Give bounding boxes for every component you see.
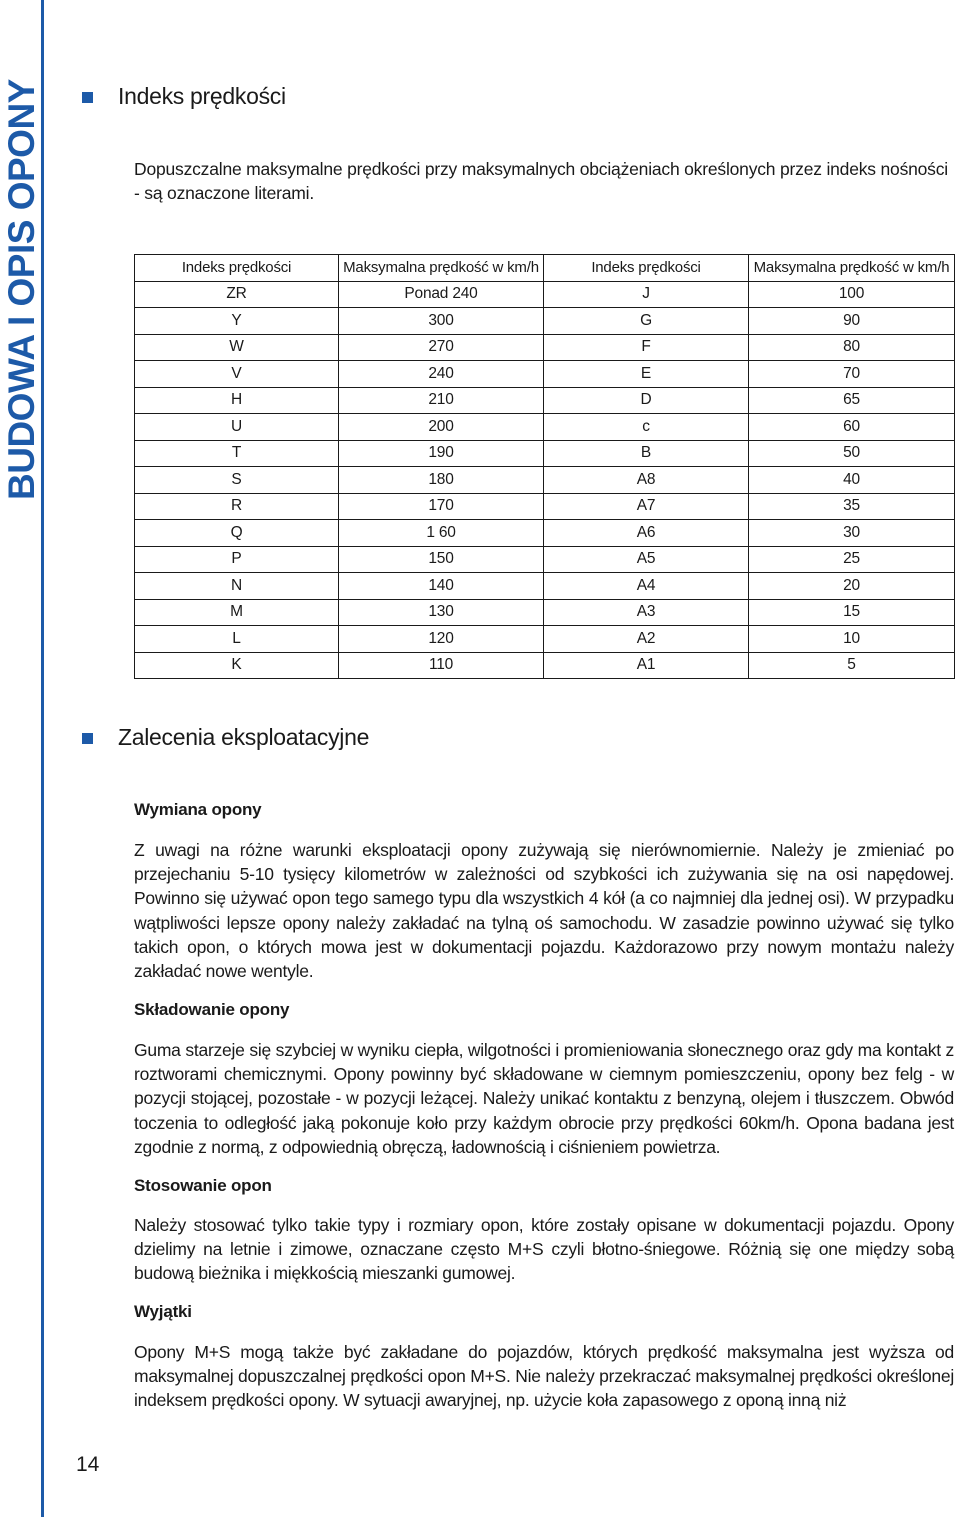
- table-row: [135, 520, 955, 547]
- subheading-exceptions: Wyjątki: [134, 1302, 192, 1321]
- table-cell: P: [135, 546, 339, 573]
- table-cell: M: [135, 599, 339, 626]
- table-cell: K: [135, 652, 339, 679]
- table-cell: 15: [749, 599, 955, 626]
- table-cell: 70: [749, 361, 955, 388]
- table-cell: N: [135, 573, 339, 600]
- table-row: [135, 573, 955, 600]
- column-header: Indeks prędkości: [135, 255, 339, 282]
- table-row: [135, 414, 955, 441]
- table-cell: B: [544, 440, 749, 467]
- column-header: Maksymalna prędkość w km/h: [339, 255, 544, 282]
- table-cell: 65: [749, 387, 955, 414]
- table-row: [135, 281, 955, 308]
- subheading-tire-storage: Składowanie opony: [134, 1000, 290, 1019]
- table-row: [135, 467, 955, 494]
- table-cell: T: [135, 440, 339, 467]
- table-cell: 270: [339, 334, 544, 361]
- table-cell: 25: [749, 546, 955, 573]
- table-cell: 120: [339, 626, 544, 653]
- table-cell: H: [135, 387, 339, 414]
- table-cell: J: [544, 281, 749, 308]
- table-row: [135, 652, 955, 679]
- table-cell: G: [544, 308, 749, 335]
- table-row: [135, 387, 955, 414]
- table-cell: 170: [339, 493, 544, 520]
- table-row: [135, 308, 955, 335]
- table-cell: c: [544, 414, 749, 441]
- table-row: [135, 599, 955, 626]
- subheading-tire-replacement: Wymiana opony: [134, 800, 262, 819]
- table-cell: A1: [544, 652, 749, 679]
- table-cell: L: [135, 626, 339, 653]
- section-heading-recommendations: Zalecenia eksploatacyjne: [118, 724, 370, 750]
- paragraph-tire-usage: Należy stosować tylko takie typy i rozmiary opon, które zostały opisane w dokumentacji pojazdu. Opony dzielimy na letnie i zimowe, oznaczane często M+S czyli błotno-śniegowe. Różnią się one między sobą budową bieżnika i miękkością mieszanki gumowej.: [134, 1215, 954, 1284]
- table-cell: D: [544, 387, 749, 414]
- table-cell: A8: [544, 467, 749, 494]
- table-cell: 35: [749, 493, 955, 520]
- table-cell: 100: [749, 281, 955, 308]
- subheading-tire-usage: Stosowanie opon: [134, 1176, 272, 1195]
- table-cell: U: [135, 414, 339, 441]
- table-cell: S: [135, 467, 339, 494]
- section-bullet-icon: [82, 92, 93, 103]
- table-row: [135, 440, 955, 467]
- paragraph-tire-storage: Guma starzeje się szybciej w wyniku ciepła, wilgotności i promieniowania słonecznego oraz gdy ma kontakt z roztworami chemicznymi. Opony powinny być składowane w ciemnym pomieszczeniu, opony bez felg - w pozycji stojącej, pozostałe - w pozycji leżącej. Należy unikać kontaktu z benzyną, olejem i tłuszczem. Obwód toczenia to odległość jaką pokonuje koło przy każdym obrocie przy prędkości 60km/h. Opona badana jest zgodnie z normą, z odpowiednią obręczą, ładownością i ciśnieniem powietrza.: [134, 1040, 954, 1157]
- table-row: [135, 546, 955, 573]
- table-cell: 90: [749, 308, 955, 335]
- column-header: Maksymalna prędkość w km/h: [749, 255, 955, 282]
- table-cell: 5: [749, 652, 955, 679]
- table-cell: A4: [544, 573, 749, 600]
- table-cell: ZR: [135, 281, 339, 308]
- table-cell: 1 60: [339, 520, 544, 547]
- table-row: [135, 493, 955, 520]
- table-cell: Q: [135, 520, 339, 547]
- speed-index-table: [134, 254, 955, 679]
- table-cell: A2: [544, 626, 749, 653]
- table-cell: 30: [749, 520, 955, 547]
- paragraph-exceptions: Opony M+S mogą także być zakładane do pojazdów, których prędkość maksymalna jest wyższa od maksymalnej dopuszczalnej prędkości opon M+S. Nie należy przekraczać maksymalnej prędkości określonej indeksem prędkości opony. W sytuacji awaryjnej, np. użycie koła zapasowego z oponą inną niż: [134, 1342, 954, 1411]
- table-cell: A6: [544, 520, 749, 547]
- table-cell: 190: [339, 440, 544, 467]
- table-cell: 200: [339, 414, 544, 441]
- column-header: Indeks prędkości: [544, 255, 749, 282]
- table-cell: A3: [544, 599, 749, 626]
- table-cell: V: [135, 361, 339, 388]
- table-cell: 10: [749, 626, 955, 653]
- table-row: [135, 361, 955, 388]
- table-cell: 110: [339, 652, 544, 679]
- table-cell: 140: [339, 573, 544, 600]
- intro-paragraph: Dopuszczalne maksymalne prędkości przy maksymalnych obciążeniach określonych przez indeks nośności - są oznaczone literami.: [134, 159, 948, 203]
- table-cell: 150: [339, 546, 544, 573]
- table-cell: 50: [749, 440, 955, 467]
- table-cell: 180: [339, 467, 544, 494]
- page-number: 14: [76, 1453, 100, 1476]
- table-cell: A7: [544, 493, 749, 520]
- table-cell: Ponad 240: [339, 281, 544, 308]
- table-cell: 130: [339, 599, 544, 626]
- table-cell: 210: [339, 387, 544, 414]
- table-cell: 300: [339, 308, 544, 335]
- table-cell: 240: [339, 361, 544, 388]
- table-header-row: [135, 255, 955, 282]
- table-cell: F: [544, 334, 749, 361]
- table-cell: 20: [749, 573, 955, 600]
- table-cell: E: [544, 361, 749, 388]
- table-cell: Y: [135, 308, 339, 335]
- table-row: [135, 626, 955, 653]
- table-row: [135, 334, 955, 361]
- paragraph-tire-replacement: Z uwagi na różne warunki eksploatacji opony zużywają się nierównomiernie. Należy je zmieniać po przejechaniu 5-10 tysięcy kilometrów w zależności od szybkości ich zużywania się na osi napędowej. Powinno się używać opon tego samego typu dla wszystkich 4 kół (a co najmniej dla jednej osi). W przypadku wątpliwości lepsze opony należy zakładać na tylną oś samochodu. W zasadzie powinno używać się tylko takich opon, o których mowa jest w dokumentacji pojazdu. Każdorazowo przy nowym montażu należy zakładać nowe wentyle.: [134, 840, 954, 982]
- section-heading-speed-index: Indeks prędkości: [118, 83, 286, 109]
- table-cell: W: [135, 334, 339, 361]
- table-cell: 40: [749, 467, 955, 494]
- section-bullet-icon: [82, 733, 93, 744]
- chapter-title: BUDOWA I OPIS OPONY: [1, 79, 42, 500]
- table-cell: A5: [544, 546, 749, 573]
- table-cell: 60: [749, 414, 955, 441]
- table-cell: 80: [749, 334, 955, 361]
- table-cell: R: [135, 493, 339, 520]
